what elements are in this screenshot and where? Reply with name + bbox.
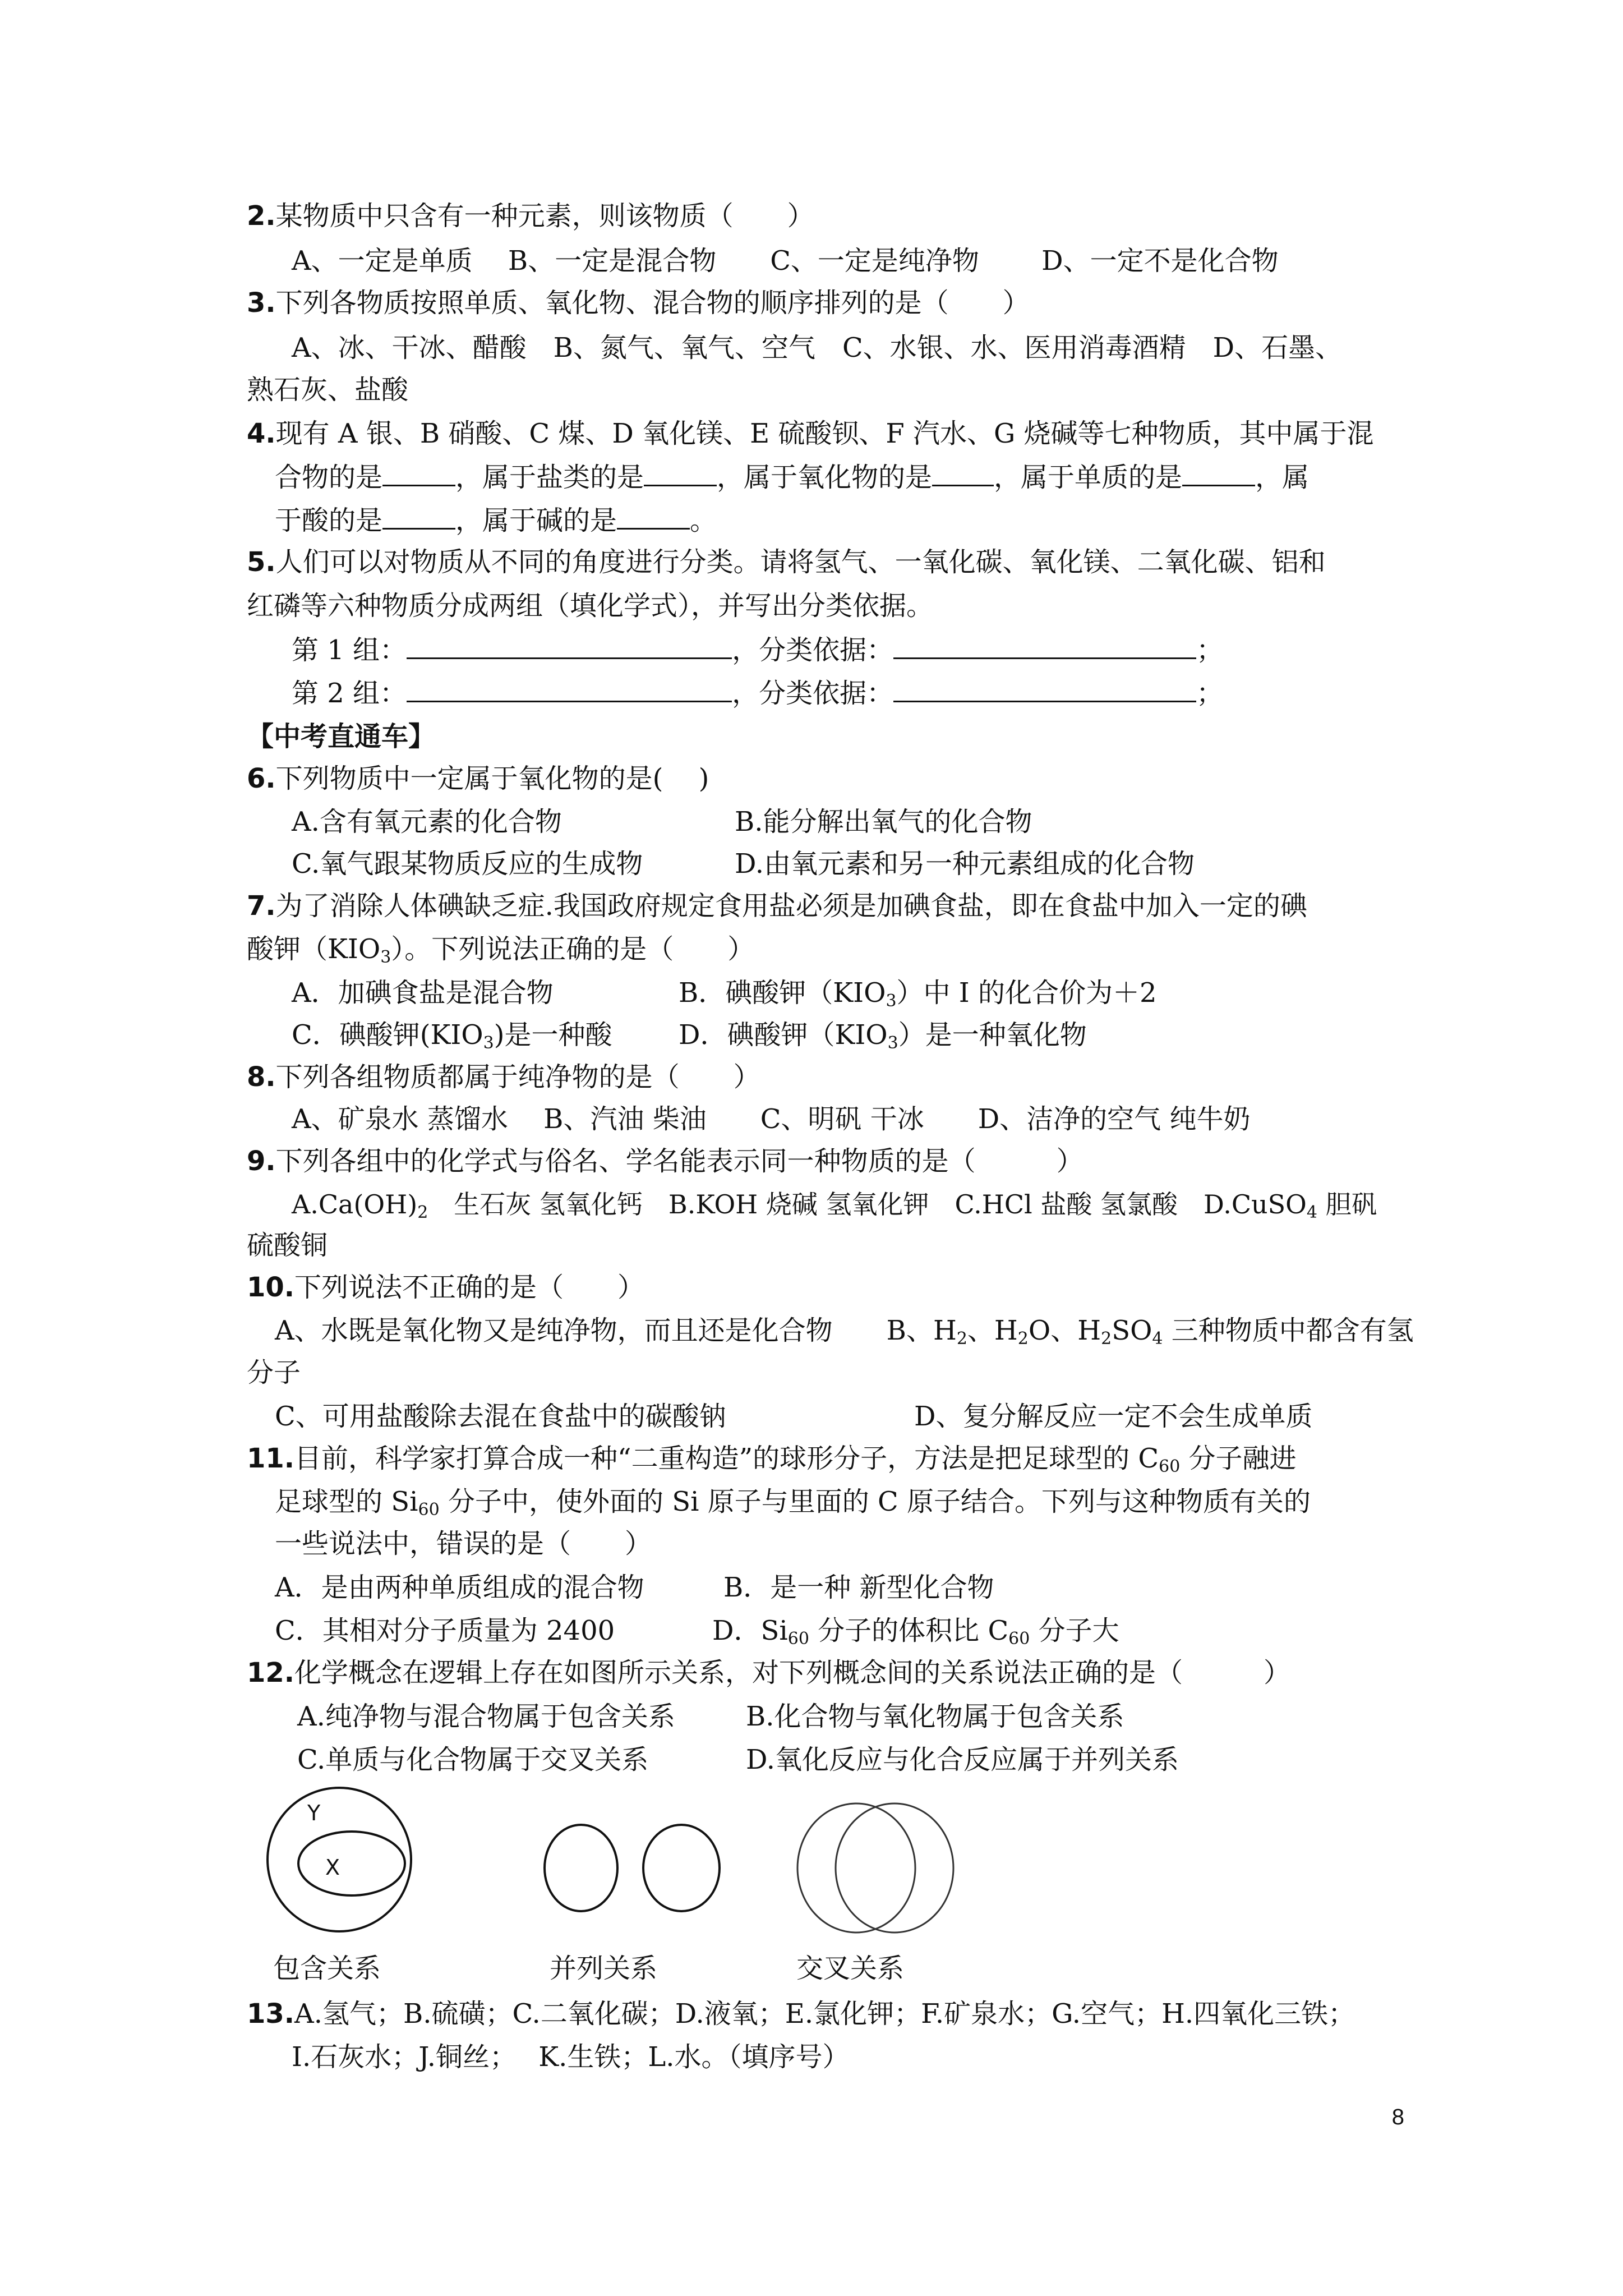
question-number: 6.: [247, 763, 276, 794]
text: )是一种酸: [494, 1019, 612, 1051]
option-a: A.纯净物与混合物属于包含关系: [297, 1701, 675, 1732]
subscript: 2: [1101, 1329, 1112, 1349]
text: 于酸的是: [275, 505, 383, 536]
inclusion-diagram: [268, 1788, 411, 1931]
subscript: 4: [1306, 1203, 1317, 1222]
option-d: D.由氧元素和另一种元素组成的化合物: [735, 848, 1195, 880]
text: 分子中，使外面的 Si 原子与里面的 C 原子结合。下列与这种物质有关的: [439, 1486, 1311, 1517]
question-number: 10.: [247, 1272, 295, 1303]
group-label: 第 2 组：: [292, 678, 407, 709]
basis-label: ，分类依据：: [732, 678, 894, 709]
subscript: 3: [887, 1033, 898, 1053]
question-number: 11.: [247, 1443, 295, 1474]
text: ；: [1196, 634, 1224, 666]
page-number: 8: [1391, 2105, 1404, 2129]
intersection-diagram: [797, 1803, 953, 1932]
question-text: 下列各组物质都属于纯净物的是（ ）: [275, 1061, 760, 1093]
question-text: 人们可以对物质从不同的角度进行分类。请将氢气、一氧化碳、氧化镁、二氧化碳、铝和: [275, 546, 1326, 578]
parallel-diagram: [545, 1825, 720, 1911]
group-label: 第 1 组：: [292, 634, 407, 666]
question-number: 3.: [247, 287, 276, 319]
text: A.Ca(OH): [292, 1189, 418, 1220]
label-y: Y: [307, 1801, 321, 1825]
question-number: 4.: [247, 418, 276, 449]
right-circle: [836, 1803, 953, 1932]
question-13-line2: I.石灰水；J.铜丝； K.生铁；L.水。（填序号）: [292, 2041, 850, 2073]
text: 胆矾: [1317, 1189, 1377, 1220]
subscript: 3: [380, 947, 391, 967]
text: D．Si: [712, 1615, 788, 1646]
option-b: B.化合物与氧化物属于包含关系: [746, 1701, 1124, 1732]
text: ，属于盐类的是: [455, 462, 644, 493]
subscript: 60: [787, 1629, 809, 1649]
question-number: 12.: [247, 1657, 295, 1688]
question-text: 某物质中只含有一种元素，则该物质（ ）: [275, 200, 814, 232]
caption-intersection: 交叉关系: [796, 1953, 905, 1984]
text: ，属于氧化物的是: [717, 462, 933, 493]
left-circle: [797, 1803, 915, 1932]
text: 生石灰 氢氧化钙 B.KOH 烧碱 氢氧化钾 C.HCl 盐酸 氢氯酸 D.CuSO: [428, 1189, 1307, 1220]
subscript: 2: [417, 1203, 428, 1222]
question-number: 5.: [247, 546, 276, 578]
text: C．碘酸钾(KIO: [292, 1019, 483, 1051]
text: B．碘酸钾（KIO: [679, 977, 886, 1009]
option-a: A．是由两种单质组成的混合物: [275, 1572, 644, 1603]
text: A、水既是氧化物又是纯净物，而且还是化合物 B、H: [275, 1315, 957, 1346]
option-b: B．是一种 新型化合物: [723, 1572, 994, 1603]
subscript: 4: [1152, 1329, 1163, 1349]
text: ）。下列说法正确的是（ ）: [391, 933, 755, 965]
question-text: 下列说法不正确的是（ ）: [294, 1272, 645, 1303]
text: ）中 I 的化合价为＋2: [896, 977, 1157, 1009]
subscript: 2: [1017, 1329, 1029, 1349]
subscript: 60: [1008, 1629, 1030, 1649]
question-text: 下列各组中的化学式与俗名、学名能表示同一种物质的是（ ）: [275, 1145, 1083, 1177]
text: ，属: [1255, 462, 1310, 493]
caption-parallel: 并列关系: [550, 1953, 658, 1984]
question-11-line3: 一些说法中，错误的是（ ）: [275, 1528, 652, 1559]
text: ，属于单质的是: [994, 462, 1183, 493]
text: 分子融进: [1180, 1443, 1297, 1474]
option-b: B.能分解出氧气的化合物: [735, 806, 1032, 838]
text: ，属于碱的是: [455, 505, 617, 536]
option-a: A.含有氧元素的化合物: [292, 806, 562, 838]
question-text: 下列物质中一定属于氧化物的是( ): [275, 763, 709, 794]
question-13-line1: [247, 1997, 1355, 2031]
text: O、H: [1028, 1315, 1101, 1346]
text: 目前，科学家打算合成一种“二重构造”的球形分子，方法是把足球型的 C: [294, 1443, 1159, 1474]
text: 分子的体积比 C: [809, 1615, 1009, 1646]
text: SO: [1112, 1315, 1152, 1346]
subscript: 60: [418, 1500, 440, 1520]
basis-label: ，分类依据：: [732, 634, 894, 666]
question-number: 7.: [247, 890, 276, 922]
left-circle: [545, 1825, 617, 1911]
option-c: C.单质与化合物属于交叉关系: [297, 1744, 649, 1775]
question-number: 2.: [247, 200, 276, 232]
question-9-options-line2: 硫酸铜: [247, 1230, 328, 1261]
text: 。: [690, 505, 717, 536]
text: D．碘酸钾（KIO: [679, 1019, 888, 1051]
caption-inclusion: 包含关系: [273, 1953, 381, 1984]
option-c: C、可用盐酸除去混在食盐中的碳酸钠: [275, 1401, 726, 1432]
text: 足球型的 Si: [275, 1486, 418, 1517]
option-c: C.氧气跟某物质反应的生成物: [292, 848, 643, 880]
right-circle: [643, 1825, 720, 1911]
option-a: A．加碘食盐是混合物: [292, 977, 554, 1009]
option-d: D.氧化反应与化合反应属于并列关系: [746, 1744, 1179, 1775]
text: 分子大: [1030, 1615, 1119, 1646]
text: ）是一种氧化物: [898, 1019, 1087, 1051]
subscript: 3: [886, 991, 897, 1011]
question-text: 下列各物质按照单质、氧化物、混合物的顺序排列的是（ ）: [275, 287, 1030, 319]
subscript: 2: [956, 1329, 967, 1349]
question-text: A.氢气；B.硫磺；C.二氧化碳；D.液氧；E.氯化钾；F.矿泉水；G.空气；H.四氧化三铁；: [294, 1998, 1355, 2030]
question-8-options: A、矿泉水 蒸馏水 B、汽油 柴油 C、明矾 干冰 D、洁净的空气 纯牛奶: [292, 1103, 1251, 1135]
question-number: 13.: [247, 1998, 295, 2030]
option-d: D、复分解反应一定不会生成单质: [914, 1401, 1313, 1432]
inner-ellipse: [298, 1832, 405, 1895]
question-text: 为了消除人体碘缺乏症.我国政府规定食用盐必须是加碘食盐，即在食盐中加入一定的碘: [275, 890, 1307, 922]
question-10-options-line2: 分子: [247, 1357, 301, 1388]
question-5-line2: 红磷等六种物质分成两组（填化学式），并写出分类依据。: [247, 590, 934, 622]
question-number: 8.: [247, 1061, 276, 1093]
question-2-options: A、一定是单质 B、一定是混合物 C、一定是纯净物 D、一定不是化合物: [292, 245, 1279, 277]
text: 、H: [967, 1315, 1018, 1346]
question-text: 化学概念在逻辑上存在如图所示关系，对下列概念间的关系说法正确的是（ ）: [294, 1657, 1291, 1688]
question-3-options-line1: A、冰、干冰、醋酸 B、氮气、氧气、空气 C、水银、水、医用消毒酒精 D、石墨、: [292, 332, 1343, 364]
label-x: X: [325, 1855, 340, 1880]
text: ；: [1196, 678, 1224, 709]
question-3-options-line2: 熟石灰、盐酸: [247, 374, 409, 406]
question-text: 现有 A 银、B 硝酸、C 煤、D 氧化镁、E 硫酸钡、F 汽水、G 烧碱等七种物质，其中属于混: [275, 418, 1374, 449]
question-number: 9.: [247, 1145, 276, 1177]
option-c: C．其相对分子质量为 2400: [275, 1615, 615, 1646]
text: 合物的是: [275, 462, 383, 493]
section-heading: 【中考直通车】: [247, 721, 436, 752]
text: 酸钾（KIO: [247, 933, 381, 965]
subscript: 3: [483, 1033, 494, 1053]
subscript: 60: [1159, 1457, 1181, 1476]
text: 三种物质中都含有氢: [1163, 1315, 1414, 1346]
